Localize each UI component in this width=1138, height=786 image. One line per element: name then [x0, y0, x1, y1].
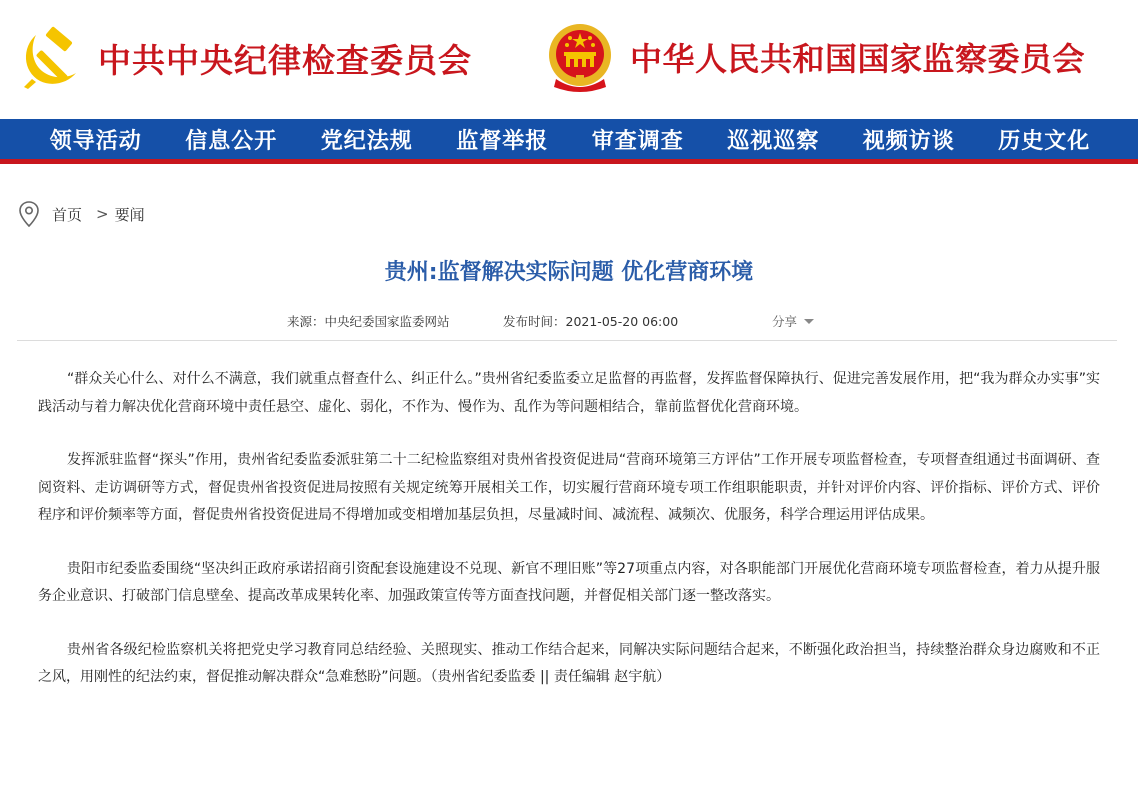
- nav-item-history[interactable]: 历史文化: [998, 127, 1091, 154]
- article-meta: [0, 312, 1138, 332]
- paragraph: 发挥派驻监督“探头”作用，贵州省纪委监委派驻第二十二纪检监察组对贵州省投资促进局“营商环境第三方评估”工作开展专项监督检查，专项督查组通过书面调研、查阅资料、走访调研等方式，督促贵州省投资促进局按照有关规定统筹开展相关工作，切实履行营商环境专项工作组职能职责，并针对评价内容、评价指标、评价方式、评价程序和评价频率等方面，督促贵州省投资促进局不得增加或变相增加基层负担，尽量减时间、减流程、减频次、优服务，科学合理运用评估成果。: [38, 452, 1100, 523]
- nsc-title: 中华人民共和国国家监察委员会: [630, 40, 1086, 78]
- breadcrumb-separator: >: [96, 205, 109, 223]
- nav-item-leadership[interactable]: 领导活动: [49, 127, 142, 154]
- ccdi-brand[interactable]: [18, 22, 472, 94]
- breadcrumb: [18, 199, 145, 229]
- breadcrumb-home[interactable]: 首页: [52, 205, 83, 224]
- nav-item-report[interactable]: 监督举报: [456, 127, 549, 154]
- nav-item-video[interactable]: 视频访谈: [862, 127, 955, 154]
- article-source: 来源：中央纪委国家监委网站: [287, 314, 450, 329]
- nav-item-inspection[interactable]: 巡视巡察: [727, 127, 820, 154]
- ccdi-title: 中共中央纪律检查委员会: [98, 40, 472, 80]
- paragraph: “群众关心什么、对什么不满意，我们就重点督查什么、纠正什么。”贵州省纪委监委立足监督的再监督，发挥监督保障执行、促进完善发展作用，把“我为群众办实事”实践活动与着力解决优化营商环境中责任悬空、虚化、弱化，不作为、慢作为、乱作为等问题相结合，靠前监督优化营商环境。: [38, 371, 1100, 415]
- national-emblem-icon: [546, 21, 614, 93]
- caret-down-icon: [804, 319, 814, 324]
- share-label: 分享: [772, 314, 798, 329]
- location-pin-icon: [18, 200, 40, 228]
- nav-item-investigation[interactable]: 审查调查: [591, 127, 684, 154]
- article-title: 贵州:监督解决实际问题 优化营商环境: [384, 260, 754, 285]
- nav-item-info-disclosure[interactable]: 信息公开: [185, 127, 278, 154]
- main-nav: [0, 119, 1138, 164]
- paragraph: 贵州省各级纪检监察机关将把党史学习教育同总结经验、关照现实、推动工作结合起来，同解决实际问题结合起来，不断强化政治担当，持续整治群众身边腐败和不正之风，用刚性的纪法约束，督促推动解决群众“急难愁盼”问题。（贵州省纪委监委 || 责任编辑 赵宇航）: [38, 641, 1100, 685]
- paragraph: 贵阳市纪委监委围绕“坚决纠正政府承诺招商引资配套设施建设不兑现、新官不理旧账”等27项重点内容，对各职能部门开展优化营商环境专项监督检查，着力从提升服务企业意识、打破部门信息壁垒、提高改革成果转化率、加强政策宣传等方面查找问题，并督促相关部门逐一整改落实。: [38, 560, 1100, 604]
- divider: [17, 340, 1117, 341]
- party-emblem-icon: [18, 25, 84, 91]
- article-publish-time: 发布时间：2021-05-20 06:00: [503, 314, 679, 329]
- site-header: [0, 0, 1138, 119]
- nsc-brand[interactable]: [546, 16, 1085, 98]
- article-body: [38, 366, 1100, 718]
- nav-item-regulations[interactable]: 党纪法规: [320, 127, 413, 154]
- share-button[interactable]: [772, 312, 814, 330]
- breadcrumb-current[interactable]: 要闻: [114, 205, 145, 224]
